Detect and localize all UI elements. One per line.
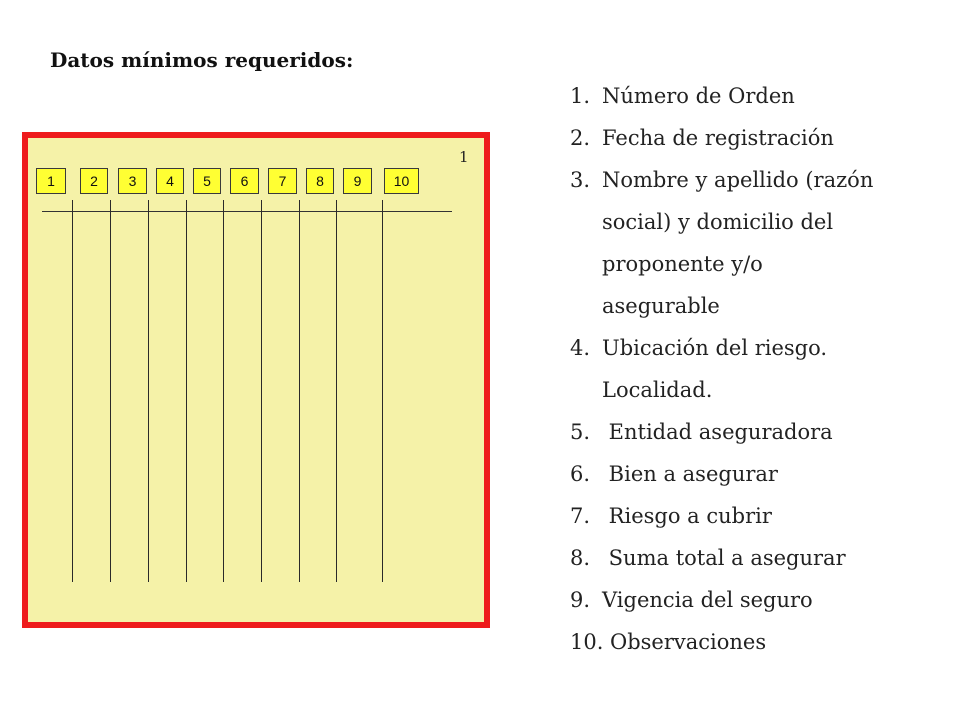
list-item-text: Entidad aseguradora bbox=[602, 420, 833, 444]
list-item-number: 10. bbox=[570, 630, 604, 654]
list-item-number: 4. bbox=[570, 336, 591, 360]
column-header-8: 8 bbox=[306, 168, 334, 194]
column-header-2: 2 bbox=[80, 168, 108, 194]
column-header-3: 3 bbox=[118, 168, 147, 194]
list-item bbox=[570, 504, 772, 528]
column-divider bbox=[336, 200, 337, 582]
list-item-continuation bbox=[602, 210, 833, 234]
list-item-number: 9. bbox=[570, 588, 591, 612]
list-item bbox=[570, 546, 846, 570]
list-item bbox=[570, 588, 813, 612]
list-item bbox=[570, 168, 873, 192]
list-item-number: 3. bbox=[570, 168, 591, 192]
list-item-text: Ubicación del riesgo. bbox=[602, 336, 828, 360]
list-item-text: Suma total a asegurar bbox=[602, 546, 846, 570]
sheet-page-number: 1 bbox=[459, 148, 469, 166]
list-item bbox=[570, 126, 834, 150]
list-item-number: 6. bbox=[570, 462, 591, 486]
column-header-4: 4 bbox=[156, 168, 184, 194]
list-item-text: Bien a asegurar bbox=[602, 462, 778, 486]
list-item-number: 5. bbox=[570, 420, 591, 444]
register-form-sheet bbox=[22, 132, 490, 628]
list-item-text: Observaciones bbox=[610, 630, 767, 654]
list-item bbox=[570, 420, 833, 444]
list-item-number: 8. bbox=[570, 546, 591, 570]
column-divider bbox=[223, 200, 224, 582]
column-divider bbox=[186, 200, 187, 582]
list-item-text: Nombre y apellido (razón bbox=[602, 168, 874, 192]
list-item-text: proponente y/o bbox=[602, 252, 763, 276]
page-heading: Datos mínimos requeridos: bbox=[50, 48, 354, 72]
column-header-9: 9 bbox=[343, 168, 372, 194]
list-item-number: 7. bbox=[570, 504, 591, 528]
list-item bbox=[570, 336, 827, 360]
column-divider bbox=[299, 200, 300, 582]
list-item-text: Vigencia del seguro bbox=[602, 588, 813, 612]
column-header-10: 10 bbox=[384, 168, 419, 194]
list-item bbox=[570, 462, 778, 486]
column-header-1: 1 bbox=[36, 168, 66, 194]
list-item-number: 1. bbox=[570, 84, 591, 108]
column-header-rule bbox=[42, 211, 452, 212]
list-item-number: 2. bbox=[570, 126, 591, 150]
list-item-text: Número de Orden bbox=[602, 84, 795, 108]
column-divider bbox=[148, 200, 149, 582]
column-divider bbox=[261, 200, 262, 582]
list-item bbox=[570, 630, 766, 654]
list-item-text: Riesgo a cubrir bbox=[602, 504, 772, 528]
list-item-text: Localidad. bbox=[602, 378, 713, 402]
column-header-7: 7 bbox=[268, 168, 297, 194]
list-item-text: social) y domicilio del bbox=[602, 210, 834, 234]
list-item-text: Fecha de registración bbox=[602, 126, 834, 150]
column-divider bbox=[110, 200, 111, 582]
list-item-continuation bbox=[602, 252, 763, 276]
list-item bbox=[570, 84, 795, 108]
list-item-continuation bbox=[602, 378, 712, 402]
column-header-5: 5 bbox=[193, 168, 221, 194]
list-item-text: asegurable bbox=[602, 294, 720, 318]
list-item-continuation bbox=[602, 294, 720, 318]
column-divider bbox=[382, 200, 383, 582]
column-header-6: 6 bbox=[230, 168, 259, 194]
column-divider bbox=[72, 200, 73, 582]
